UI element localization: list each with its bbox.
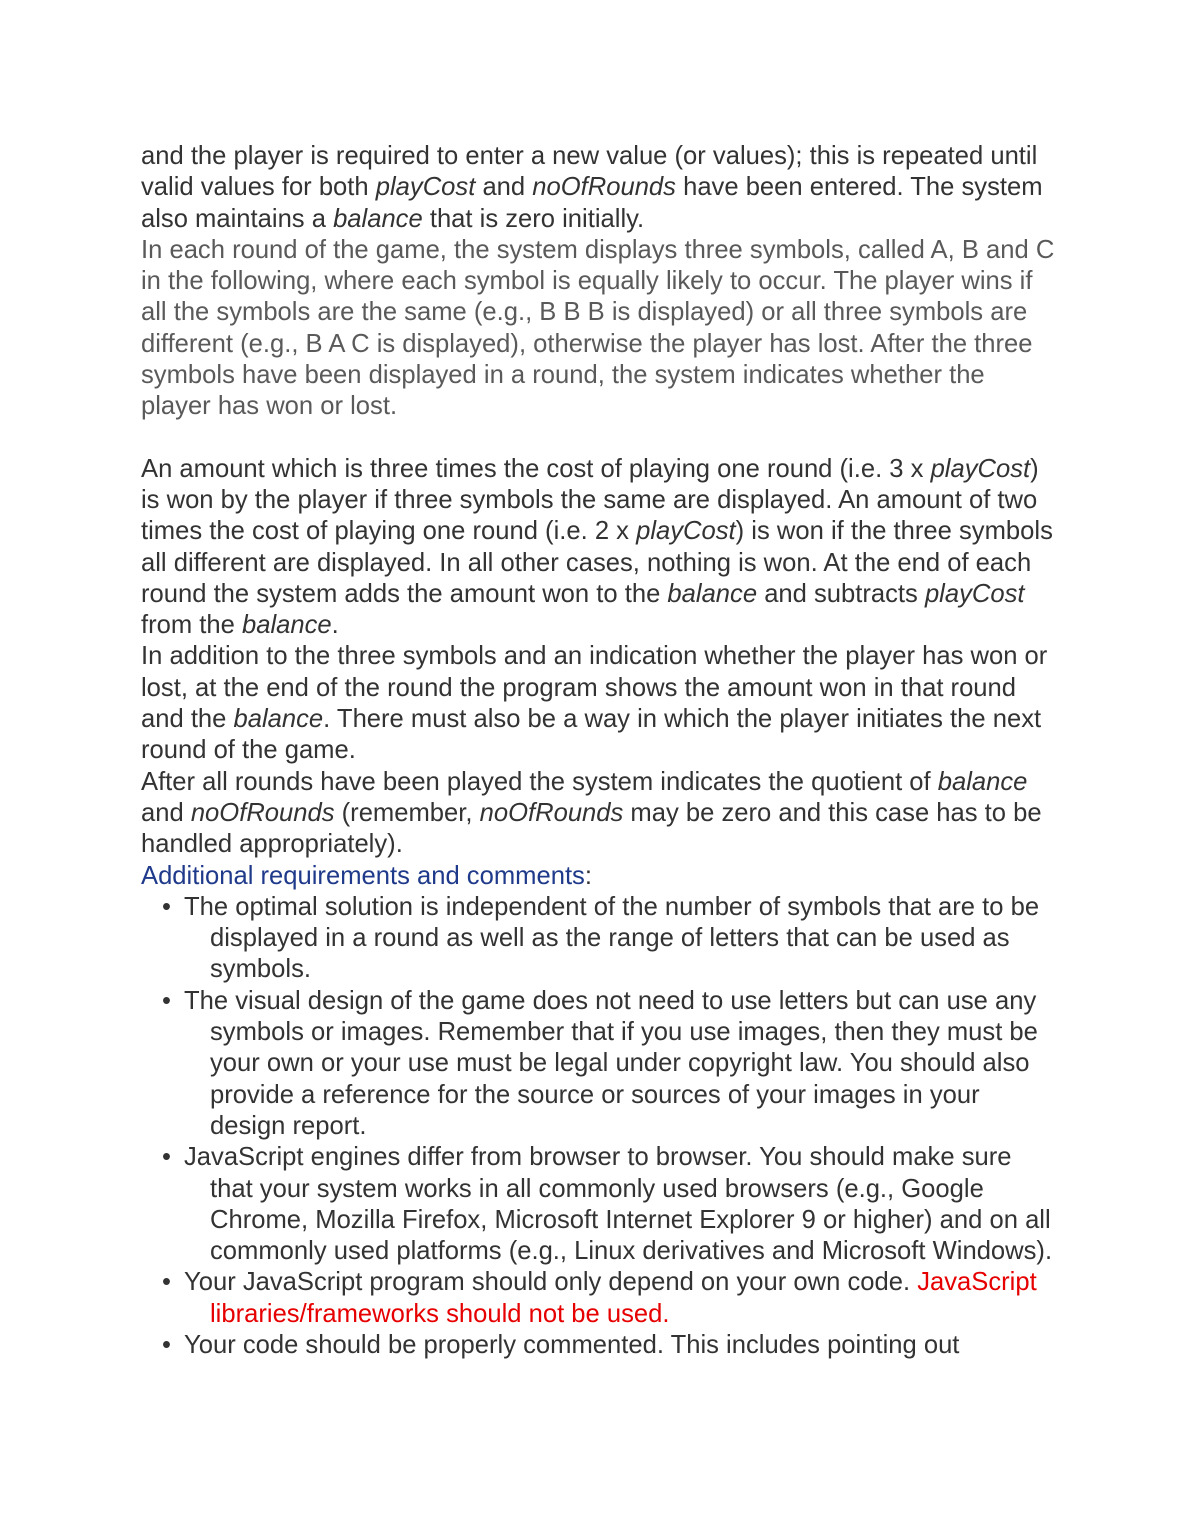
library-warning: JavaScript libraries/frameworks should not be used.	[210, 1268, 1037, 1328]
requirements-list	[141, 892, 1061, 1361]
section-heading: Additional requirements and comments:	[141, 861, 592, 890]
paragraph-winnings: An amount which is three times the cost of playing one round (i.e. 3 x playCost) is won by the player if three symbols the same are displayed. An amount of two times the cost of playing one round (i.e. 2 x playCost) is won if the three symbols all different are displayed. In all other cases, nothing is won. At the end of each round the system adds the amount won to the balance and subtracts playCost from the balance.	[141, 454, 1053, 640]
bullet-icon: •	[162, 1268, 171, 1297]
paragraph-quotient: After all rounds have been played the system indicates the quotient of balance and noOfRounds (remember, noOfRounds may be zero and this case has to be handled appropriately).	[141, 767, 1042, 859]
list-item: • The visual design of the game does not need to use letters but can use any symbols or images. Remember that if you use images, then they must be your own or your use must be legal under copyright law. You should also provide a reference for the source or sources of your images in your design report.	[162, 986, 1038, 1140]
paragraph-round-display: In addition to the three symbols and an indication whether the player has won or lost, at the end of the round the program shows the amount won in that round and the balance. There must also be a way in which the player initiates the next round of the game.	[141, 642, 1048, 765]
bullet-icon: •	[162, 986, 171, 1015]
var-balance: balance	[667, 579, 758, 608]
var-noofrounds: noOfRounds	[190, 798, 335, 827]
var-balance: balance	[333, 204, 423, 233]
document-page	[141, 141, 1061, 1361]
var-balance: balance	[233, 705, 324, 734]
var-playcost: playCost	[924, 579, 1025, 608]
bullet-icon: •	[162, 1330, 171, 1359]
var-playcost: playCost	[375, 173, 476, 202]
paragraph-validation: and the player is required to enter a new value (or values); this is repeated until valid values for both playCost and noOfRounds have been entered. The system also maintains a balance that is zero initially.	[141, 142, 1043, 233]
list-item: • Your JavaScript program should only depend on your own code. JavaScript libraries/frameworks should not be used.	[162, 1268, 1037, 1328]
var-noofrounds: noOfRounds	[479, 798, 624, 827]
paragraph-gap	[141, 423, 1061, 454]
section-heading-text: Additional requirements and comments	[141, 861, 585, 890]
paragraph-round-rules: In each round of the game, the system displays three symbols, called A, B and C in the following, where each symbol is equally likely to occur. The player wins if all the symbols are the same (e.g., B B B is displayed) or all three symbols are different (e.g., B A C is displayed), otherwise the player has lost. After the three symbols have been displayed in a round, the system indicates whether the player has won or lost.	[141, 235, 1055, 421]
var-balance: balance	[242, 611, 332, 640]
bullet-icon: •	[162, 892, 171, 921]
var-playcost: playCost	[930, 454, 1031, 483]
list-item: • The optimal solution is independent of the number of symbols that are to be displayed in a round as well as the range of letters that can be used as symbols.	[162, 892, 1040, 984]
list-item: • Your code should be properly commented. This includes pointing out	[141, 1330, 1061, 1361]
list-item: • JavaScript engines differ from browser to browser. You should make sure that your system works in all commonly used browsers (e.g., Google Chrome, Mozilla Firefox, Microsoft Internet Explorer 9 or higher) and on all commonly used platforms (e.g., Linux derivatives and Microsoft Windows).	[162, 1143, 1053, 1266]
var-balance: balance	[937, 767, 1028, 796]
var-playcost: playCost	[636, 517, 736, 546]
bullet-icon: •	[162, 1143, 171, 1172]
var-noofrounds: noOfRounds	[532, 173, 676, 202]
